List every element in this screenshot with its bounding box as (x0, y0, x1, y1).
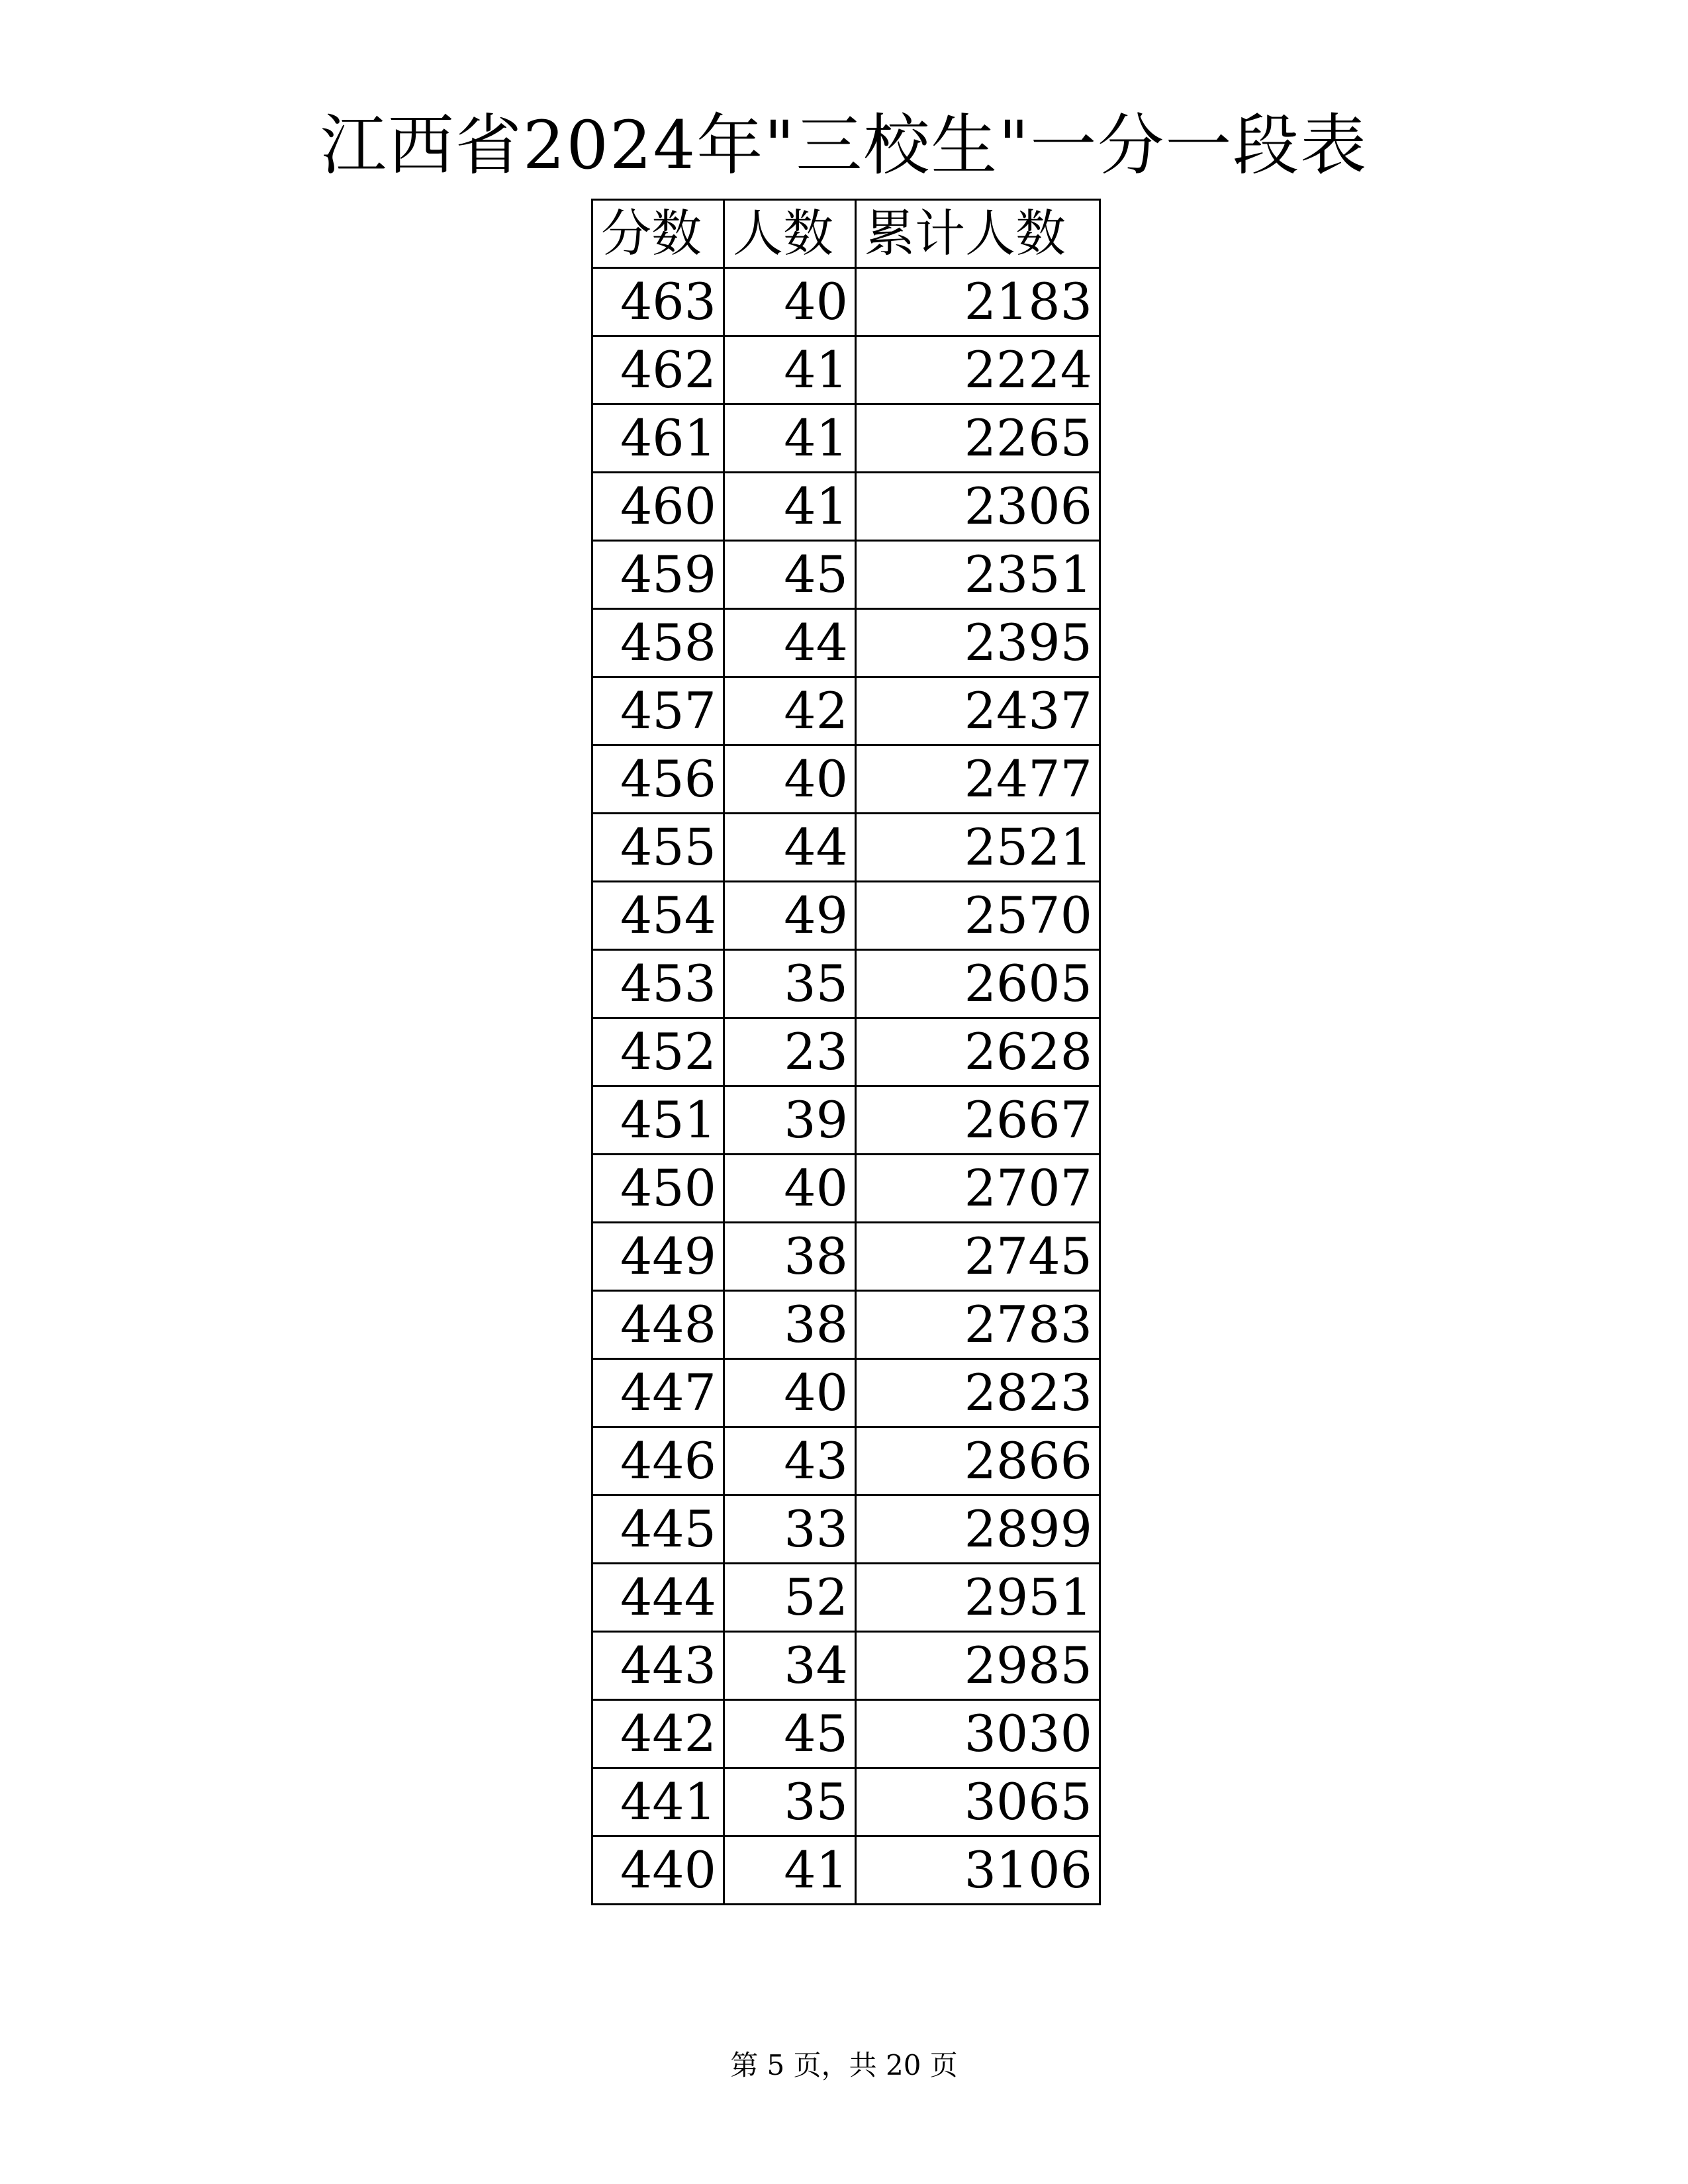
cell-cumulative: 2899 (856, 1496, 1100, 1564)
cell-score: 444 (592, 1564, 724, 1632)
cell-count: 23 (724, 1018, 856, 1086)
table-row (592, 336, 1100, 404)
cell-count: 38 (724, 1291, 856, 1359)
cell-cumulative: 2628 (856, 1018, 1100, 1086)
cell-score: 441 (592, 1768, 724, 1836)
cell-score: 456 (592, 745, 724, 814)
table-row (592, 541, 1100, 609)
cell-cumulative: 2707 (856, 1155, 1100, 1223)
table-row (592, 404, 1100, 473)
cell-cumulative: 2823 (856, 1359, 1100, 1427)
cell-cumulative: 2477 (856, 745, 1100, 814)
table-row (592, 677, 1100, 745)
cell-cumulative: 2437 (856, 677, 1100, 745)
table-row (592, 1564, 1100, 1632)
cell-score: 463 (592, 268, 724, 336)
table-row (592, 1836, 1100, 1905)
cell-cumulative: 2224 (856, 336, 1100, 404)
cell-cumulative: 2521 (856, 814, 1100, 882)
cell-score: 445 (592, 1496, 724, 1564)
cell-cumulative: 2306 (856, 473, 1100, 541)
cell-cumulative: 2183 (856, 268, 1100, 336)
cell-count: 49 (724, 882, 856, 950)
table-row (592, 1086, 1100, 1155)
cell-score: 453 (592, 950, 724, 1018)
table-row (592, 1359, 1100, 1427)
cell-count: 52 (724, 1564, 856, 1632)
cell-cumulative: 3106 (856, 1836, 1100, 1905)
cell-cumulative: 2667 (856, 1086, 1100, 1155)
cell-score: 440 (592, 1836, 724, 1905)
cell-score: 460 (592, 473, 724, 541)
header-score: 分数 (592, 200, 724, 268)
table-row (592, 609, 1100, 677)
cell-count: 45 (724, 1700, 856, 1768)
cell-cumulative: 3065 (856, 1768, 1100, 1836)
cell-score: 454 (592, 882, 724, 950)
cell-score: 451 (592, 1086, 724, 1155)
cell-score: 448 (592, 1291, 724, 1359)
cell-count: 44 (724, 814, 856, 882)
cell-count: 35 (724, 1768, 856, 1836)
cell-count: 43 (724, 1427, 856, 1496)
cell-count: 45 (724, 541, 856, 609)
table-row (592, 814, 1100, 882)
cell-count: 41 (724, 473, 856, 541)
header-cumulative: 累计人数 (856, 200, 1100, 268)
cell-cumulative: 2745 (856, 1223, 1100, 1291)
table-row (592, 950, 1100, 1018)
table-row (592, 1155, 1100, 1223)
cell-count: 40 (724, 745, 856, 814)
cell-cumulative: 2951 (856, 1564, 1100, 1632)
cell-count: 40 (724, 268, 856, 336)
cell-cumulative: 2866 (856, 1427, 1100, 1496)
cell-score: 462 (592, 336, 724, 404)
table-row (592, 1700, 1100, 1768)
table-row (592, 1632, 1100, 1700)
table-row (592, 745, 1100, 814)
cell-score: 457 (592, 677, 724, 745)
table-row (592, 1768, 1100, 1836)
cell-cumulative: 2605 (856, 950, 1100, 1018)
score-distribution-table (591, 199, 1101, 1905)
cell-cumulative: 2985 (856, 1632, 1100, 1700)
cell-count: 40 (724, 1359, 856, 1427)
cell-cumulative: 2351 (856, 541, 1100, 609)
table-row (592, 1496, 1100, 1564)
cell-count: 41 (724, 1836, 856, 1905)
table-row (592, 1018, 1100, 1086)
cell-count: 34 (724, 1632, 856, 1700)
cell-score: 442 (592, 1700, 724, 1768)
cell-cumulative: 2395 (856, 609, 1100, 677)
table-row (592, 882, 1100, 950)
table-row (592, 473, 1100, 541)
cell-score: 461 (592, 404, 724, 473)
cell-score: 450 (592, 1155, 724, 1223)
cell-score: 455 (592, 814, 724, 882)
cell-count: 35 (724, 950, 856, 1018)
cell-count: 33 (724, 1496, 856, 1564)
table-row (592, 1291, 1100, 1359)
table-row (592, 1427, 1100, 1496)
cell-count: 41 (724, 404, 856, 473)
cell-score: 447 (592, 1359, 724, 1427)
cell-cumulative: 2570 (856, 882, 1100, 950)
cell-score: 458 (592, 609, 724, 677)
cell-score: 449 (592, 1223, 724, 1291)
cell-cumulative: 2265 (856, 404, 1100, 473)
cell-cumulative: 3030 (856, 1700, 1100, 1768)
cell-cumulative: 2783 (856, 1291, 1100, 1359)
table-row (592, 1223, 1100, 1291)
cell-score: 443 (592, 1632, 724, 1700)
cell-count: 38 (724, 1223, 856, 1291)
cell-score: 452 (592, 1018, 724, 1086)
page-footer: 第 5 页，共 20 页 (730, 2049, 958, 2081)
cell-count: 44 (724, 609, 856, 677)
cell-count: 42 (724, 677, 856, 745)
cell-score: 446 (592, 1427, 724, 1496)
cell-score: 459 (592, 541, 724, 609)
header-count: 人数 (724, 200, 856, 268)
page-title: 江西省2024年"三校生"一分一段表 (320, 107, 1368, 184)
cell-count: 39 (724, 1086, 856, 1155)
cell-count: 41 (724, 336, 856, 404)
table-row (592, 268, 1100, 336)
table-body (592, 268, 1100, 1905)
table-header-row (592, 200, 1100, 268)
cell-count: 40 (724, 1155, 856, 1223)
